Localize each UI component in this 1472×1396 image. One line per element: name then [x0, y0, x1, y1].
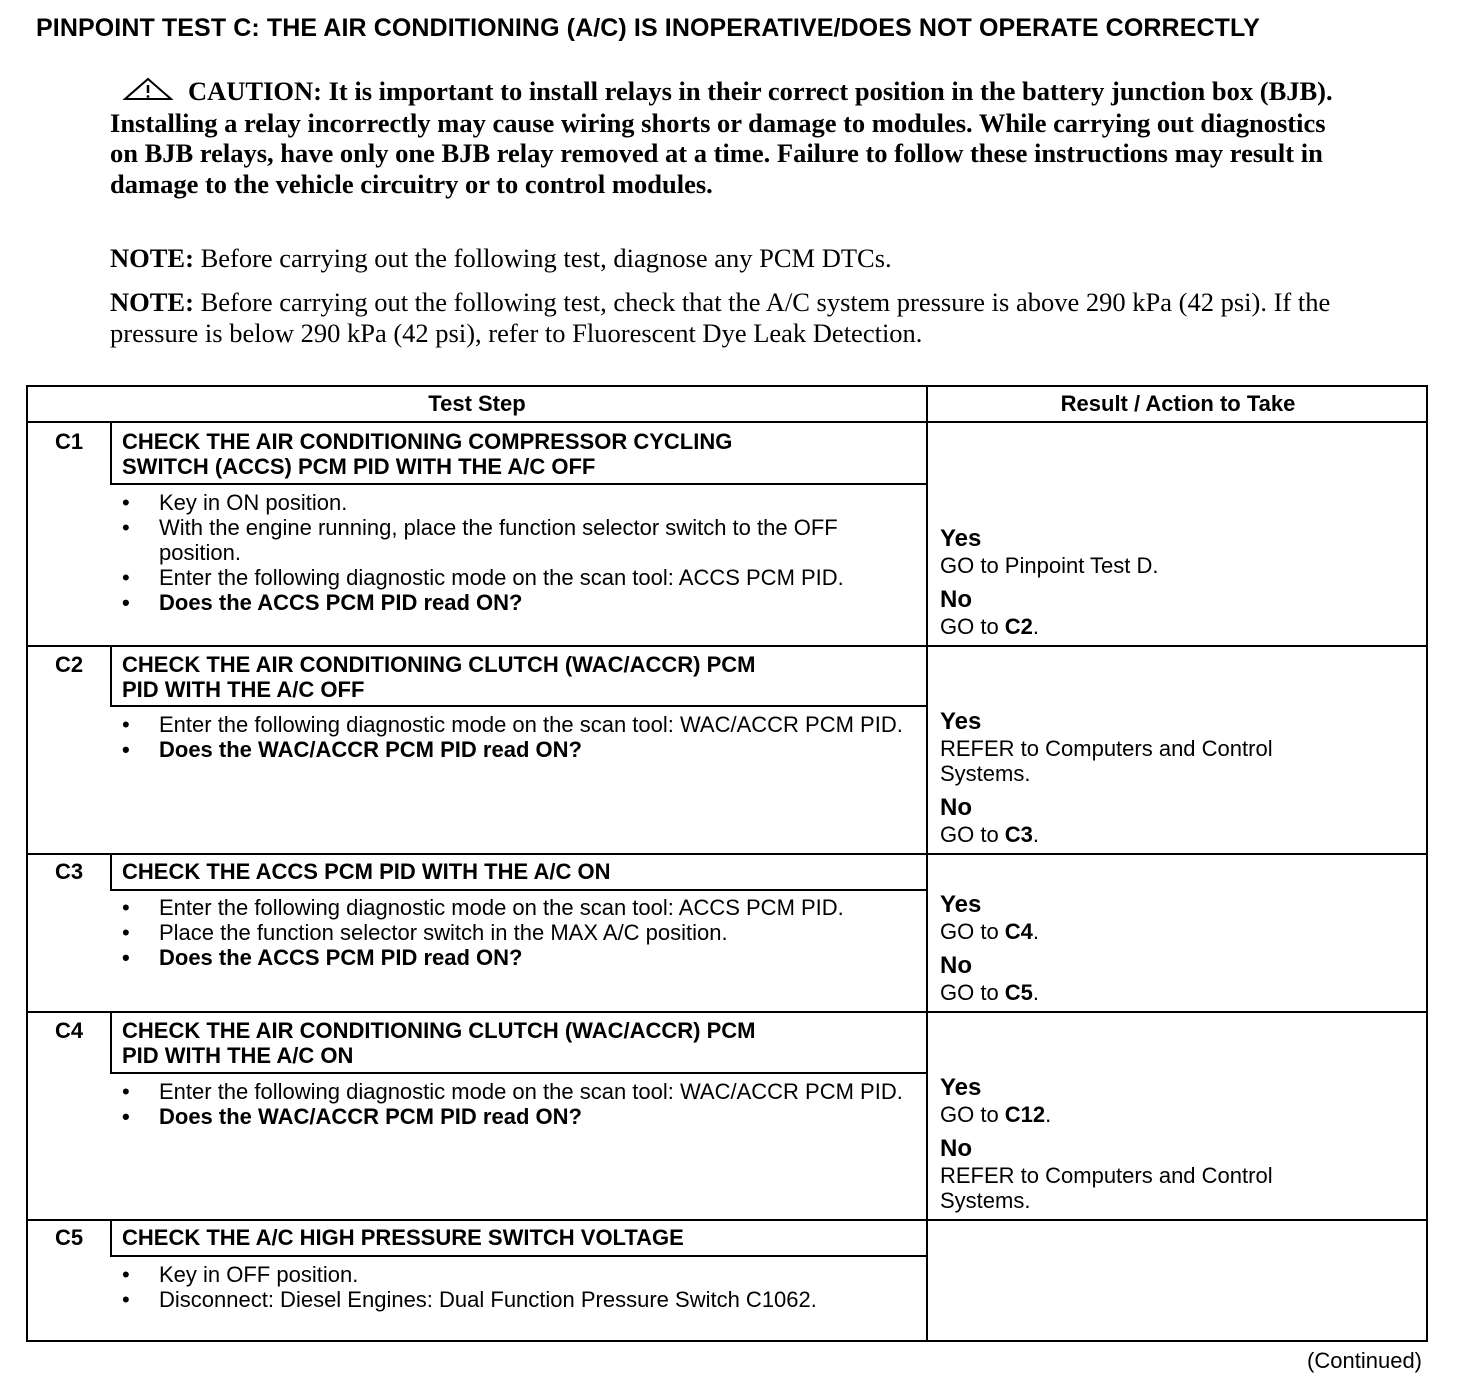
caution-label: CAUTION:	[188, 76, 322, 106]
result-no-label: No	[940, 952, 972, 979]
note-text: Before carrying out the following test, diagnose any PCM DTCs.	[200, 243, 892, 273]
bullet-question: • Does the WAC/ACCR PCM PID read ON?	[122, 1104, 922, 1129]
bullet-item: • Disconnect: Diesel Engines: Dual Function Pressure Switch C1062.	[122, 1287, 922, 1312]
result-no-text: GO to C3.	[940, 822, 1040, 847]
step-heading: CHECK THE A/C HIGH PRESSURE SWITCH VOLTAGE	[122, 1225, 684, 1250]
bullet-item: • Key in ON position.	[122, 490, 922, 515]
result-no-text: GO to C2.	[940, 614, 1040, 639]
id-divider	[110, 853, 112, 889]
row-divider	[28, 1219, 1426, 1221]
step-id: C1	[54, 429, 84, 454]
step-result	[940, 708, 1420, 847]
step-heading: CHECK THE AIR CONDITIONING CLUTCH (WAC/ACCR) PCM PID WITH THE A/C ON	[122, 1018, 756, 1068]
step-id: C4	[54, 1018, 84, 1043]
bullet-question: • Does the ACCS PCM PID read ON?	[122, 590, 922, 615]
bullet-item: • Enter the following diagnostic mode on the scan tool: ACCS PCM PID.	[122, 895, 922, 920]
bullet-item: • Enter the following diagnostic mode on the scan tool: WAC/ACCR PCM PID.	[122, 712, 922, 737]
bullet-item: • Enter the following diagnostic mode on the scan tool: WAC/ACCR PCM PID.	[122, 1079, 922, 1104]
heading-divider	[110, 705, 926, 707]
bullet-item: • With the engine running, place the function selector switch to the OFF position.	[122, 515, 922, 565]
step-bullets	[122, 1262, 922, 1312]
result-no-text: GO to C5.	[940, 980, 1040, 1005]
step-id: C3	[54, 859, 84, 884]
heading-divider	[110, 889, 926, 891]
caution-text: It is important to install relays in their correct position in the battery junction box (BJB). Installing a relay incorrectly may cause wiring shorts or damage to modules. While carrying out diagnostics on BJB relays, have only one BJB relay removed at a time. Failure to follow these instructions may result in damage to the vehicle circuitry or to control modules.	[110, 76, 1333, 199]
id-divider	[110, 1011, 112, 1072]
note-1	[110, 243, 1340, 274]
caution-paragraph	[110, 76, 1340, 199]
step-bullets	[122, 490, 922, 615]
row-divider	[28, 645, 1426, 647]
result-yes-text: GO to C12.	[940, 1102, 1052, 1127]
note-2	[110, 287, 1340, 348]
result-yes-text: GO to C4.	[940, 919, 1040, 944]
bullet-item: • Enter the following diagnostic mode on the scan tool: ACCS PCM PID.	[122, 565, 922, 590]
heading-divider	[110, 483, 926, 485]
heading-divider	[110, 1072, 926, 1074]
step-id: C5	[54, 1225, 84, 1250]
id-divider	[110, 645, 112, 705]
result-yes-label: Yes	[940, 891, 982, 918]
continued-label: (Continued)	[1307, 1348, 1422, 1373]
result-yes-text: GO to Pinpoint Test D.	[940, 553, 1159, 578]
result-yes-label: Yes	[940, 525, 982, 552]
warning-triangle-icon	[122, 77, 174, 108]
step-result	[940, 1074, 1420, 1213]
id-divider	[110, 1219, 112, 1255]
result-yes-label: Yes	[940, 708, 982, 735]
bullet-item: • Place the function selector switch in the MAX A/C position.	[122, 920, 922, 945]
row-divider	[28, 1011, 1426, 1013]
result-no-label: No	[940, 1135, 972, 1162]
result-no-text: REFER to Computers and Control Systems.	[940, 1163, 1273, 1213]
header-result: Result / Action to Take	[1060, 391, 1296, 416]
note-label: NOTE:	[110, 287, 194, 317]
step-id: C2	[54, 652, 84, 677]
id-divider	[110, 423, 112, 483]
step-bullets	[122, 712, 922, 762]
note-label: NOTE:	[110, 243, 194, 273]
step-heading: CHECK THE AIR CONDITIONING COMPRESSOR CYCLING SWITCH (ACCS) PCM PID WITH THE A/C OFF	[122, 429, 733, 479]
step-bullets	[122, 895, 922, 970]
step-heading: CHECK THE ACCS PCM PID WITH THE A/C ON	[122, 859, 611, 884]
column-divider	[926, 387, 928, 1340]
step-bullets	[122, 1079, 922, 1129]
bullet-question: • Does the ACCS PCM PID read ON?	[122, 945, 922, 970]
heading-divider	[110, 1255, 926, 1257]
header-divider	[28, 421, 1426, 423]
result-no-label: No	[940, 586, 972, 613]
bullet-item: • Key in OFF position.	[122, 1262, 922, 1287]
result-yes-text: REFER to Computers and Control Systems.	[940, 736, 1273, 786]
bullet-question: • Does the WAC/ACCR PCM PID read ON?	[122, 737, 922, 762]
header-test-step: Test Step	[428, 391, 526, 416]
step-result	[940, 891, 1420, 1005]
step-result	[940, 525, 1420, 639]
test-table	[26, 385, 1428, 1342]
row-divider	[28, 853, 1426, 855]
result-yes-label: Yes	[940, 1074, 982, 1101]
result-no-label: No	[940, 794, 972, 821]
note-text: Before carrying out the following test, check that the A/C system pressure is above 290 kPa (42 psi). If the pressure is below 290 kPa (42 psi), refer to Fluorescent Dye Leak Detection.	[110, 287, 1331, 348]
step-heading: CHECK THE AIR CONDITIONING CLUTCH (WAC/ACCR) PCM PID WITH THE A/C OFF	[122, 652, 756, 702]
page-title: PINPOINT TEST C: THE AIR CONDITIONING (A/C) IS INOPERATIVE/DOES NOT OPERATE CORRECTLY	[36, 14, 1260, 42]
